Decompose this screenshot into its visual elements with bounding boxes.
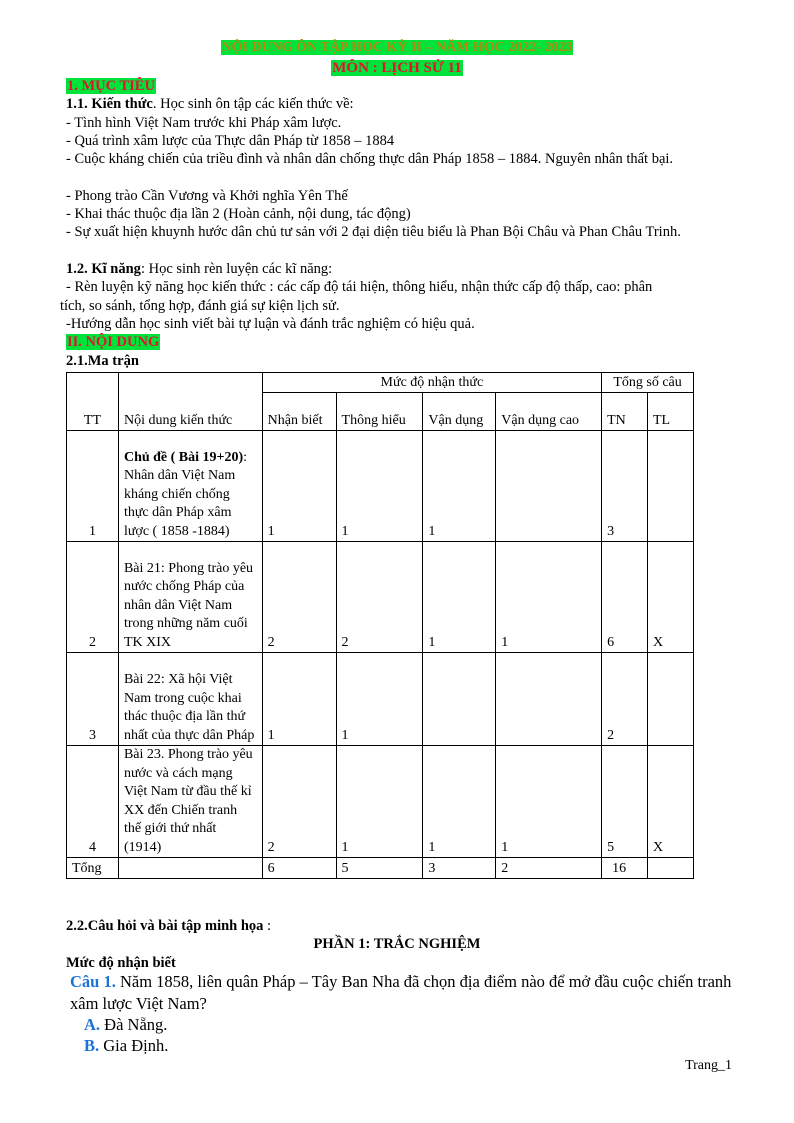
cell-th: 2 bbox=[336, 542, 423, 653]
cell-tn: 6 bbox=[602, 542, 648, 653]
option-a bbox=[84, 1014, 754, 1036]
knowledge-item: - Khai thác thuộc địa lần 2 (Hoàn cảnh, nội dung, tác động) bbox=[66, 206, 411, 222]
option-label: A. bbox=[84, 1015, 101, 1034]
knowledge-item: - Sự xuất hiện khuynh hước dân chủ tư sản với 2 đại diện tiêu biểu là Phan Bội Châu và Phan Châu Trinh. bbox=[66, 224, 681, 240]
cell-th: 1 bbox=[336, 653, 423, 746]
cell-total-vd: 3 bbox=[423, 858, 496, 879]
knowledge-item: - Quá trình xâm lược của Thực dân Pháp từ 1858 – 1884 bbox=[66, 133, 395, 149]
cell-total-tl bbox=[648, 858, 694, 879]
header-nhan-biet: Nhận biết bbox=[262, 393, 336, 431]
table-row bbox=[67, 653, 694, 746]
option-label: B. bbox=[84, 1036, 100, 1055]
cell-vd bbox=[423, 653, 496, 746]
table-total-row bbox=[67, 858, 694, 879]
cell-tt: 1 bbox=[67, 431, 119, 542]
skills-item: -Hướng dẫn học sinh viết bài tự luận và đánh trắc nghiệm có hiệu quả. bbox=[66, 316, 475, 332]
question-1 bbox=[70, 971, 740, 1015]
knowledge-item: - Phong trào Cần Vương và Khởi nghĩa Yên Thế bbox=[66, 188, 348, 204]
cell-tt: 3 bbox=[67, 653, 119, 746]
header-van-dung-cao: Vận dụng cao bbox=[496, 393, 602, 431]
cell-th: 1 bbox=[336, 746, 423, 858]
option-text: Gia Định. bbox=[99, 1036, 169, 1055]
header-thong-hieu: Thông hiểu bbox=[336, 393, 423, 431]
cell-topic: Bài 21: Phong trào yêu nước chống Pháp của nhân dân Việt Nam trong những năm cuối TK XIX bbox=[118, 542, 262, 653]
cell-total-empty bbox=[118, 858, 262, 879]
section-heading-objectives: 1. MỤC TIÊU bbox=[67, 78, 155, 94]
header-cognitive-level: Mức độ nhận thức bbox=[262, 373, 601, 393]
cell-vdc: 1 bbox=[496, 746, 602, 858]
skills-line: 1.2. Kĩ năng: Học sinh rèn luyện các kĩ năng: bbox=[66, 261, 333, 277]
cell-total-nb: 6 bbox=[262, 858, 336, 879]
subject-title: MÔN : LỊCH SỬ 11 bbox=[332, 60, 462, 76]
cell-tl bbox=[648, 431, 694, 542]
cell-tn: 5 bbox=[602, 746, 648, 858]
question-label: Câu 1. bbox=[70, 972, 116, 991]
cell-nb: 1 bbox=[262, 653, 336, 746]
cell-total-tn: 16 bbox=[602, 858, 648, 879]
cell-vdc bbox=[496, 431, 602, 542]
cell-tl: X bbox=[648, 542, 694, 653]
cell-th: 1 bbox=[336, 431, 423, 542]
cell-total-th: 5 bbox=[336, 858, 423, 879]
topic-text: : Nhân dân Việt Nam kháng chiến chống thực dân Pháp xâm lược ( 1858 -1884) bbox=[123, 449, 248, 539]
cell-vd: 1 bbox=[423, 431, 496, 542]
question-text: Năm 1858, liên quân Pháp – Tây Ban Nha đã chọn địa điểm nào để mở đầu cuộc chiến tranh xâm lược Việt Nam? bbox=[70, 972, 732, 1013]
cell-tt: 2 bbox=[67, 542, 119, 653]
matrix-heading: 2.1.Ma trận bbox=[66, 353, 139, 369]
cell-vd: 1 bbox=[423, 746, 496, 858]
option-b bbox=[84, 1035, 754, 1057]
part-title: PHẦN 1: TRẮC NGHIỆM bbox=[313, 936, 481, 952]
cell-vd: 1 bbox=[423, 542, 496, 653]
skills-item-continued: tích, so sánh, tổng hợp, đánh giá sự kiện lịch sử. bbox=[60, 298, 340, 314]
cell-tl bbox=[648, 653, 694, 746]
table-row bbox=[67, 746, 694, 858]
cell-topic: Bài 22: Xã hội Việt Nam trong cuộc khai thác thuộc địa lần thứ nhất của thực dân Pháp bbox=[118, 653, 262, 746]
cell-total-label: Tổng bbox=[67, 858, 119, 879]
option-text: Đà Nẵng. bbox=[100, 1015, 168, 1034]
header-tn: TN bbox=[602, 393, 648, 431]
cell-vdc bbox=[496, 653, 602, 746]
cell-total-vdc: 2 bbox=[496, 858, 602, 879]
cell-tn: 2 bbox=[602, 653, 648, 746]
cell-vdc: 1 bbox=[496, 542, 602, 653]
header-tt: TT bbox=[67, 373, 119, 431]
level-heading: Mức độ nhận biết bbox=[66, 955, 176, 971]
table-header-row bbox=[67, 373, 694, 393]
header-content: Nội dung kiến thức bbox=[118, 373, 262, 431]
knowledge-matrix-table bbox=[66, 372, 694, 879]
header-tl: TL bbox=[648, 393, 694, 431]
cell-tl: X bbox=[648, 746, 694, 858]
knowledge-item: - Cuộc kháng chiến của triều đình và nhân dân chống thực dân Pháp 1858 – 1884. Nguyên nhân thất bại. bbox=[66, 151, 674, 167]
questions-heading: 2.2.Câu hỏi và bài tập minh họa : bbox=[66, 918, 272, 934]
cell-topic bbox=[118, 431, 262, 542]
table-row bbox=[67, 542, 694, 653]
cell-nb: 2 bbox=[262, 542, 336, 653]
knowledge-line: 1.1. Kiến thức. Học sinh ôn tập các kiến thức về: bbox=[66, 96, 354, 112]
cell-tt: 4 bbox=[67, 746, 119, 858]
table-row bbox=[67, 431, 694, 542]
knowledge-item: - Tình hình Việt Nam trước khi Pháp xâm lược. bbox=[66, 115, 342, 131]
cell-nb: 1 bbox=[262, 431, 336, 542]
cell-tn: 3 bbox=[602, 431, 648, 542]
header-van-dung: Vận dụng bbox=[423, 393, 496, 431]
cell-topic: Bài 23. Phong trào yêu nước và cách mạng Việt Nam từ đầu thế kỉ XX đến Chiến tranh thế giới thứ nhất (1914) bbox=[118, 746, 262, 858]
header-total-questions: Tổng số câu bbox=[602, 373, 694, 393]
document-title: NỘI DUNG ÔN TẬP HỌC KỲ II – NĂM HỌC 2022- 2023 bbox=[221, 40, 573, 55]
skills-item: - Rèn luyện kỹ năng học kiến thức : các cấp độ tái hiện, thông hiểu, nhận thức cấp độ thấp, cao: phân bbox=[66, 279, 653, 295]
page-number: Trang_1 bbox=[685, 1058, 732, 1073]
topic-bold: Chủ đề ( Bài 19+20) bbox=[123, 449, 244, 465]
section-heading-content: II. NỘI DUNG bbox=[67, 334, 160, 350]
cell-nb: 2 bbox=[262, 746, 336, 858]
